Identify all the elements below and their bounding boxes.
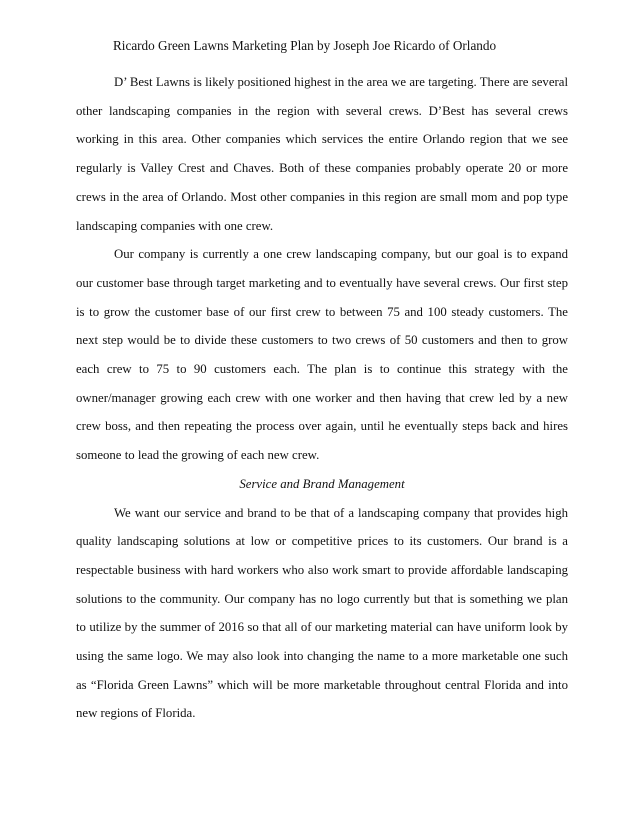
document-header: Ricardo Green Lawns Marketing Plan by Joseph Joe Ricardo of Orlando — [113, 38, 497, 53]
paragraph-competition: D’ Best Lawns is likely positioned highest in the area we are targeting. There are several other landscaping companies in the region with several crews. D’Best has several crews working in this area. Other companies which services the entire Orlando region that we see regularly is Valley Crest and Chaves. Both of these companies probably operate 20 or more crews in the area of Orlando. Most other companies in this region are small mom and pop type landscaping companies with one crew. — [76, 75, 568, 233]
document-body — [76, 68, 568, 728]
paragraph-growth-plan: Our company is currently a one crew landscaping company, but our goal is to expand our customer base through target marketing and to eventually have several crews. Our first step is to grow the customer base of our first crew to between 75 and 100 steady customers. The next step would be to divide these customers to two crews of 50 customers and then to grow each crew to 75 to 90 customers each. The plan is to continue this strategy with the owner/manager growing each crew with one worker and then having that crew led by a new crew boss, and then repeating the process over again, until he eventually steps back and hires someone to lead the growing of each new crew. — [76, 247, 568, 463]
paragraph-service-brand: We want our service and brand to be that of a landscaping company that provides high quality landscaping solutions at low or competitive prices to its customers. Our brand is a respectable business with hard workers who also work smart to provide affordable landscaping solutions to the community. Our company has no logo currently but that is something we plan to utilize by the summer of 2016 so that all of our marketing material can have uniform look by using the same logo. We may also look into changing the name to a more marketable one such as “Florida Green Lawns” which will be more marketable throughout central Florida and into new regions of Florida. — [76, 505, 568, 721]
section-heading: Service and Brand Management — [239, 476, 405, 491]
